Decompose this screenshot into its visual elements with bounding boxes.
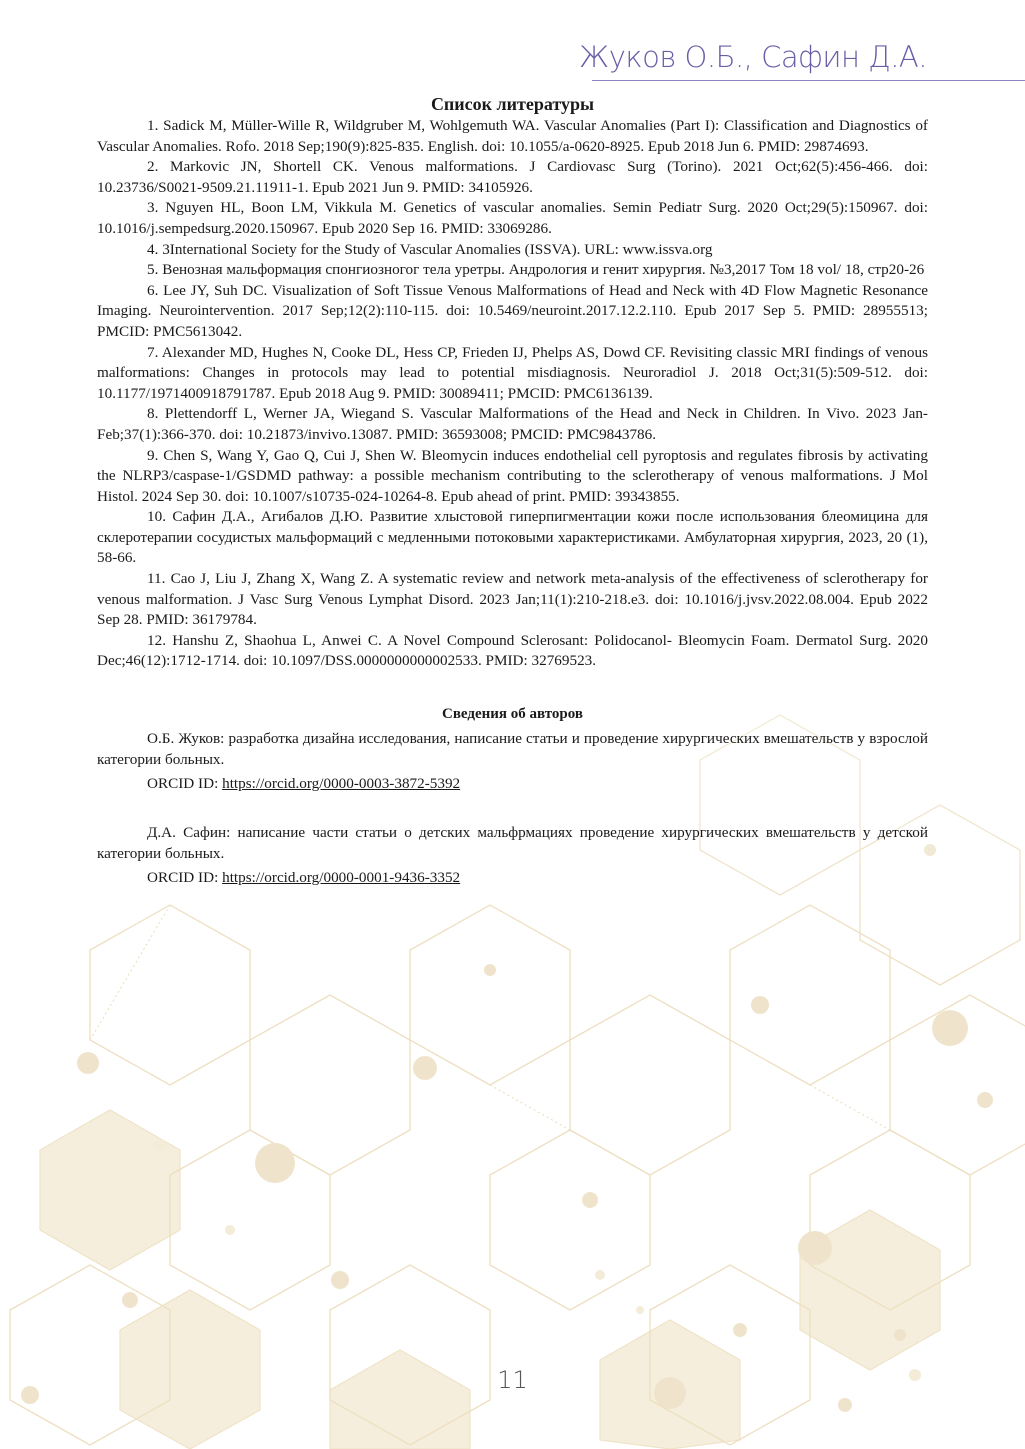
- reference-item: 2. Markovic JN, Shortell CK. Venous malformations. J Cardiovasc Surg (Torino). 2021 Oct;62(5):456-466. doi: 10.23736/S0021-9509.21.11911-1. Epub 2021 Jun 9. PMID: 34105926.: [97, 158, 928, 196]
- references-list: [97, 116, 928, 672]
- orcid-label: ORCID ID:: [147, 775, 219, 793]
- reference-item: 11. Cao J, Liu J, Zhang X, Wang Z. A systematic review and network meta-analysis of the effectiveness of sclerotherapy for venous malformation. J Vasc Surg Venous Lymphat Disord. 2023 Jan;11(1):210-218.e3. doi: 10.1016/j.jvsv.2022.08.004. Epub 2022 Sep 28. PMID: 36179784.: [97, 570, 928, 629]
- reference-item: 6. Lee JY, Suh DC. Visualization of Soft Tissue Venous Malformations of Head and Neck with 4D Flow Magnetic Resonance Imaging. Neurointervention. 2017 Sep;12(2):110-115. doi: 10.5469/neuroint.2017.12.2.110. Epub 2017 Sep 5. PMID: 28955513; PMCID: PMC5613042.: [97, 281, 928, 340]
- page-number: 11: [497, 1366, 528, 1394]
- header-divider: [592, 80, 1025, 81]
- reference-item: 1. Sadick M, Müller-Wille R, Wildgruber M, Wohlgemuth WA. Vascular Anomalies (Part I): Classification and Diagnostics of Vascular Anomalies. Rofo. 2018 Sep;190(9):825-835. English. doi: 10.1055/a-0620-8925. Epub 2018 Jun 6. PMID: 29874693.: [97, 117, 928, 155]
- orcid-link[interactable]: https://orcid.org/0000-0001-9436-3352: [222, 869, 461, 887]
- reference-item: 8. Plettendorff L, Werner JA, Wiegand S. Vascular Malformations of the Head and Neck in Children. In Vivo. 2023 Jan-Feb;37(1):366-370. doi: 10.21873/invivo.13087. PMID: 36593008; PMCID: PMC9843786.: [97, 405, 928, 443]
- reference-item: 3. Nguyen HL, Boon LM, Vikkula M. Genetics of vascular anomalies. Semin Pediatr Surg. 2020 Oct;29(5):150967. doi: 10.1016/j.sempedsurg.2020.150967. Epub 2020 Sep 16. PMID: 33069286.: [97, 199, 928, 237]
- orcid-label: ORCID ID:: [147, 869, 219, 887]
- reference-item: 5. Венозная мальформация спонгиозногог тела уретры. Андрология и генит хирургия. №3,2017 Том 18 vol/ 18, стр20-26: [147, 261, 925, 279]
- reference-item: 7. Alexander MD, Hughes N, Cooke DL, Hess CP, Frieden IJ, Phelps AS, Dowd CF. Revisiting classic MRI findings of venous malformations: Changes in protocols may lead to potential misdiagnosis. Neuroradiol J. 2018 Oct;31(5):509-512. doi: 10.1177/1971400918791787. Epub 2018 Aug 9. PMID: 30089411; PMCID: PMC6136139.: [97, 343, 928, 402]
- author-description: Д.А. Сафин: написание части статьи о детских мальфрмациях проведение хирургических вмешательств у детской категории больных.: [97, 824, 928, 863]
- reference-item: 9. Chen S, Wang Y, Gao Q, Cui J, Shen W. Bleomycin induces endothelial cell pyroptosis and regulates fibrosis by activating the NLRP3/caspase-1/GSDMD pathway: a possible mechanism contributing to the sclerotherapy of venous malformations. J Mol Histol. 2024 Sep 30. doi: 10.1007/s10735-024-10264-8. Epub ahead of print. PMID: 39343855.: [97, 446, 928, 505]
- page-content: [97, 92, 928, 888]
- authors-title: Сведения об авторов: [441, 706, 583, 723]
- reference-item: 12. Hanshu Z, Shaohua L, Anwei C. A Novel Compound Sclerosant: Polidocanol- Bleomycin Foam. Dermatol Surg. 2020 Dec;46(12):1712-1714. doi: 10.1097/DSS.0000000000002533. PMID: 32769523.: [97, 631, 928, 670]
- author-block-safin: [97, 822, 928, 888]
- author-description: О.Б. Жуков: разработка дизайна исследования, написание статьи и проведение хирургических вмешательств у взрослой категории больных.: [97, 730, 928, 769]
- orcid-line: [97, 867, 928, 888]
- author-block-zhukov: [97, 728, 928, 794]
- references-title: Список литературы: [430, 94, 595, 114]
- reference-item: 10. Сафин Д.А., Агибалов Д.Ю. Развитие хлыстовой гиперпигментации кожи после использования блеомицина для склеротерапии сосудистых мальформаций с медленными потоковыми характеристиками. Амбулаторная хирургия, 2023, 20 (1), 58-66.: [97, 508, 928, 567]
- orcid-line: [97, 773, 928, 794]
- spacer: [97, 794, 928, 822]
- orcid-link[interactable]: https://orcid.org/0000-0003-3872-5392: [222, 775, 461, 793]
- running-header-authors: Жуков О.Б., Сафин Д.А.: [579, 40, 927, 74]
- reference-item: 4. 3International Society for the Study of Vascular Anomalies (ISSVA). URL: www.issva.org: [147, 240, 713, 258]
